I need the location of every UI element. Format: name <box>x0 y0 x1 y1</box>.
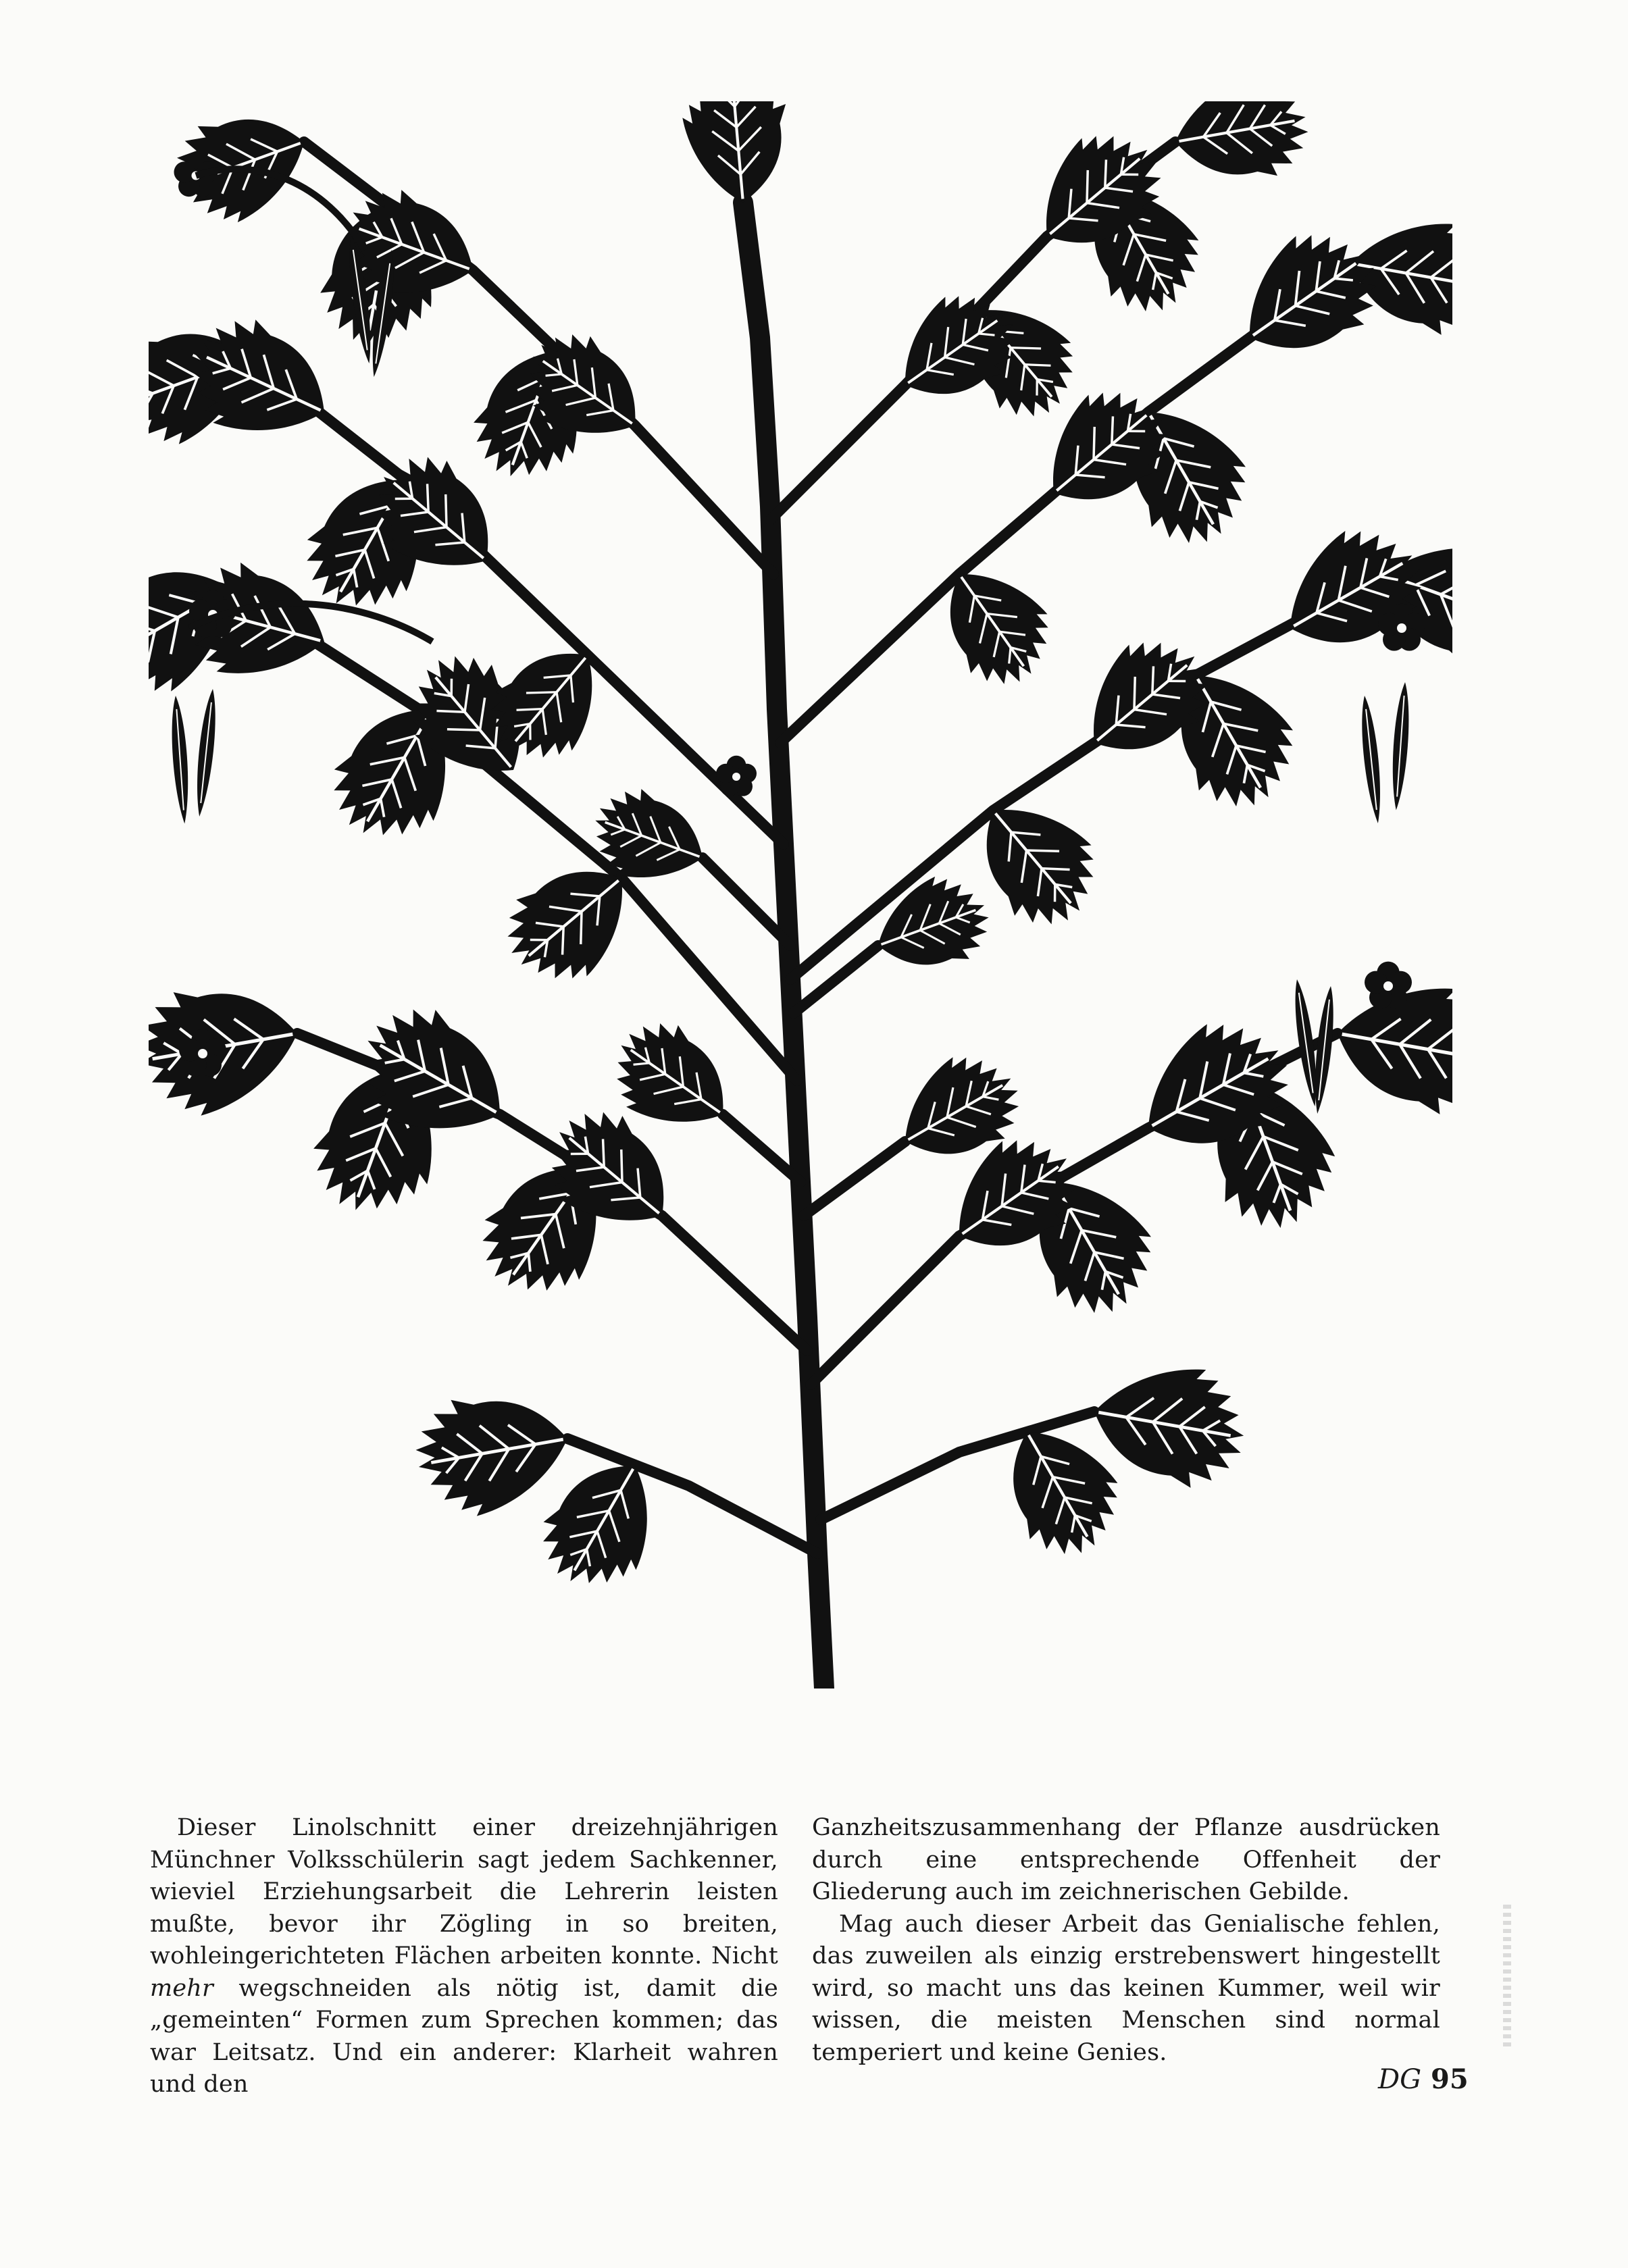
text-column-right <box>812 1812 1440 2069</box>
paragraph-1 <box>150 1812 778 2101</box>
paragraph-1-continuation: Ganzheitszusammenhang der Pflanze ausdrücken durch eine entsprechende Offenheit der Gliederung auch im zeichnerischen Gebilde. <box>812 1814 1440 1905</box>
magazine-abbreviation: DG <box>1378 2064 1422 2095</box>
emphasis-mehr: mehr <box>150 1974 213 2002</box>
paragraph-1-start: Dieser Linolschnitt einer dreizehnjährigen Münchner Volksschülerin sagt jedem Sachkenner, wieviel Erziehungsarbeit die Lehrerin leisten mußte, bevor ihr Zögling in so breiten, wohleingerichteten Flächen arbeiten konnte. Nicht <box>150 1814 778 1969</box>
linocut-illustration <box>149 101 1452 1689</box>
paragraph-1-rest: wegschneiden als nötig ist, damit die „gemeinten“ Formen zum Sprechen kommen; das war Leitsatz. Und ein anderer: Klarheit wahren und den <box>150 1974 778 2098</box>
page-number: 95 <box>1431 2063 1469 2095</box>
paragraph-2: Mag auch dieser Arbeit das Genialische fehlen, das zuweilen als einzig erstrebenswert hingestellt wird, so macht uns das keinen Kummer, weil wir wissen, die meisten Menschen sind normal temperiert und keine Genies. <box>812 1910 1440 2066</box>
text-column-left <box>150 1812 778 2101</box>
binding-mark <box>1503 1905 1511 2046</box>
plant-linocut-svg <box>149 101 1452 1689</box>
page-folio <box>1378 2063 1469 2095</box>
